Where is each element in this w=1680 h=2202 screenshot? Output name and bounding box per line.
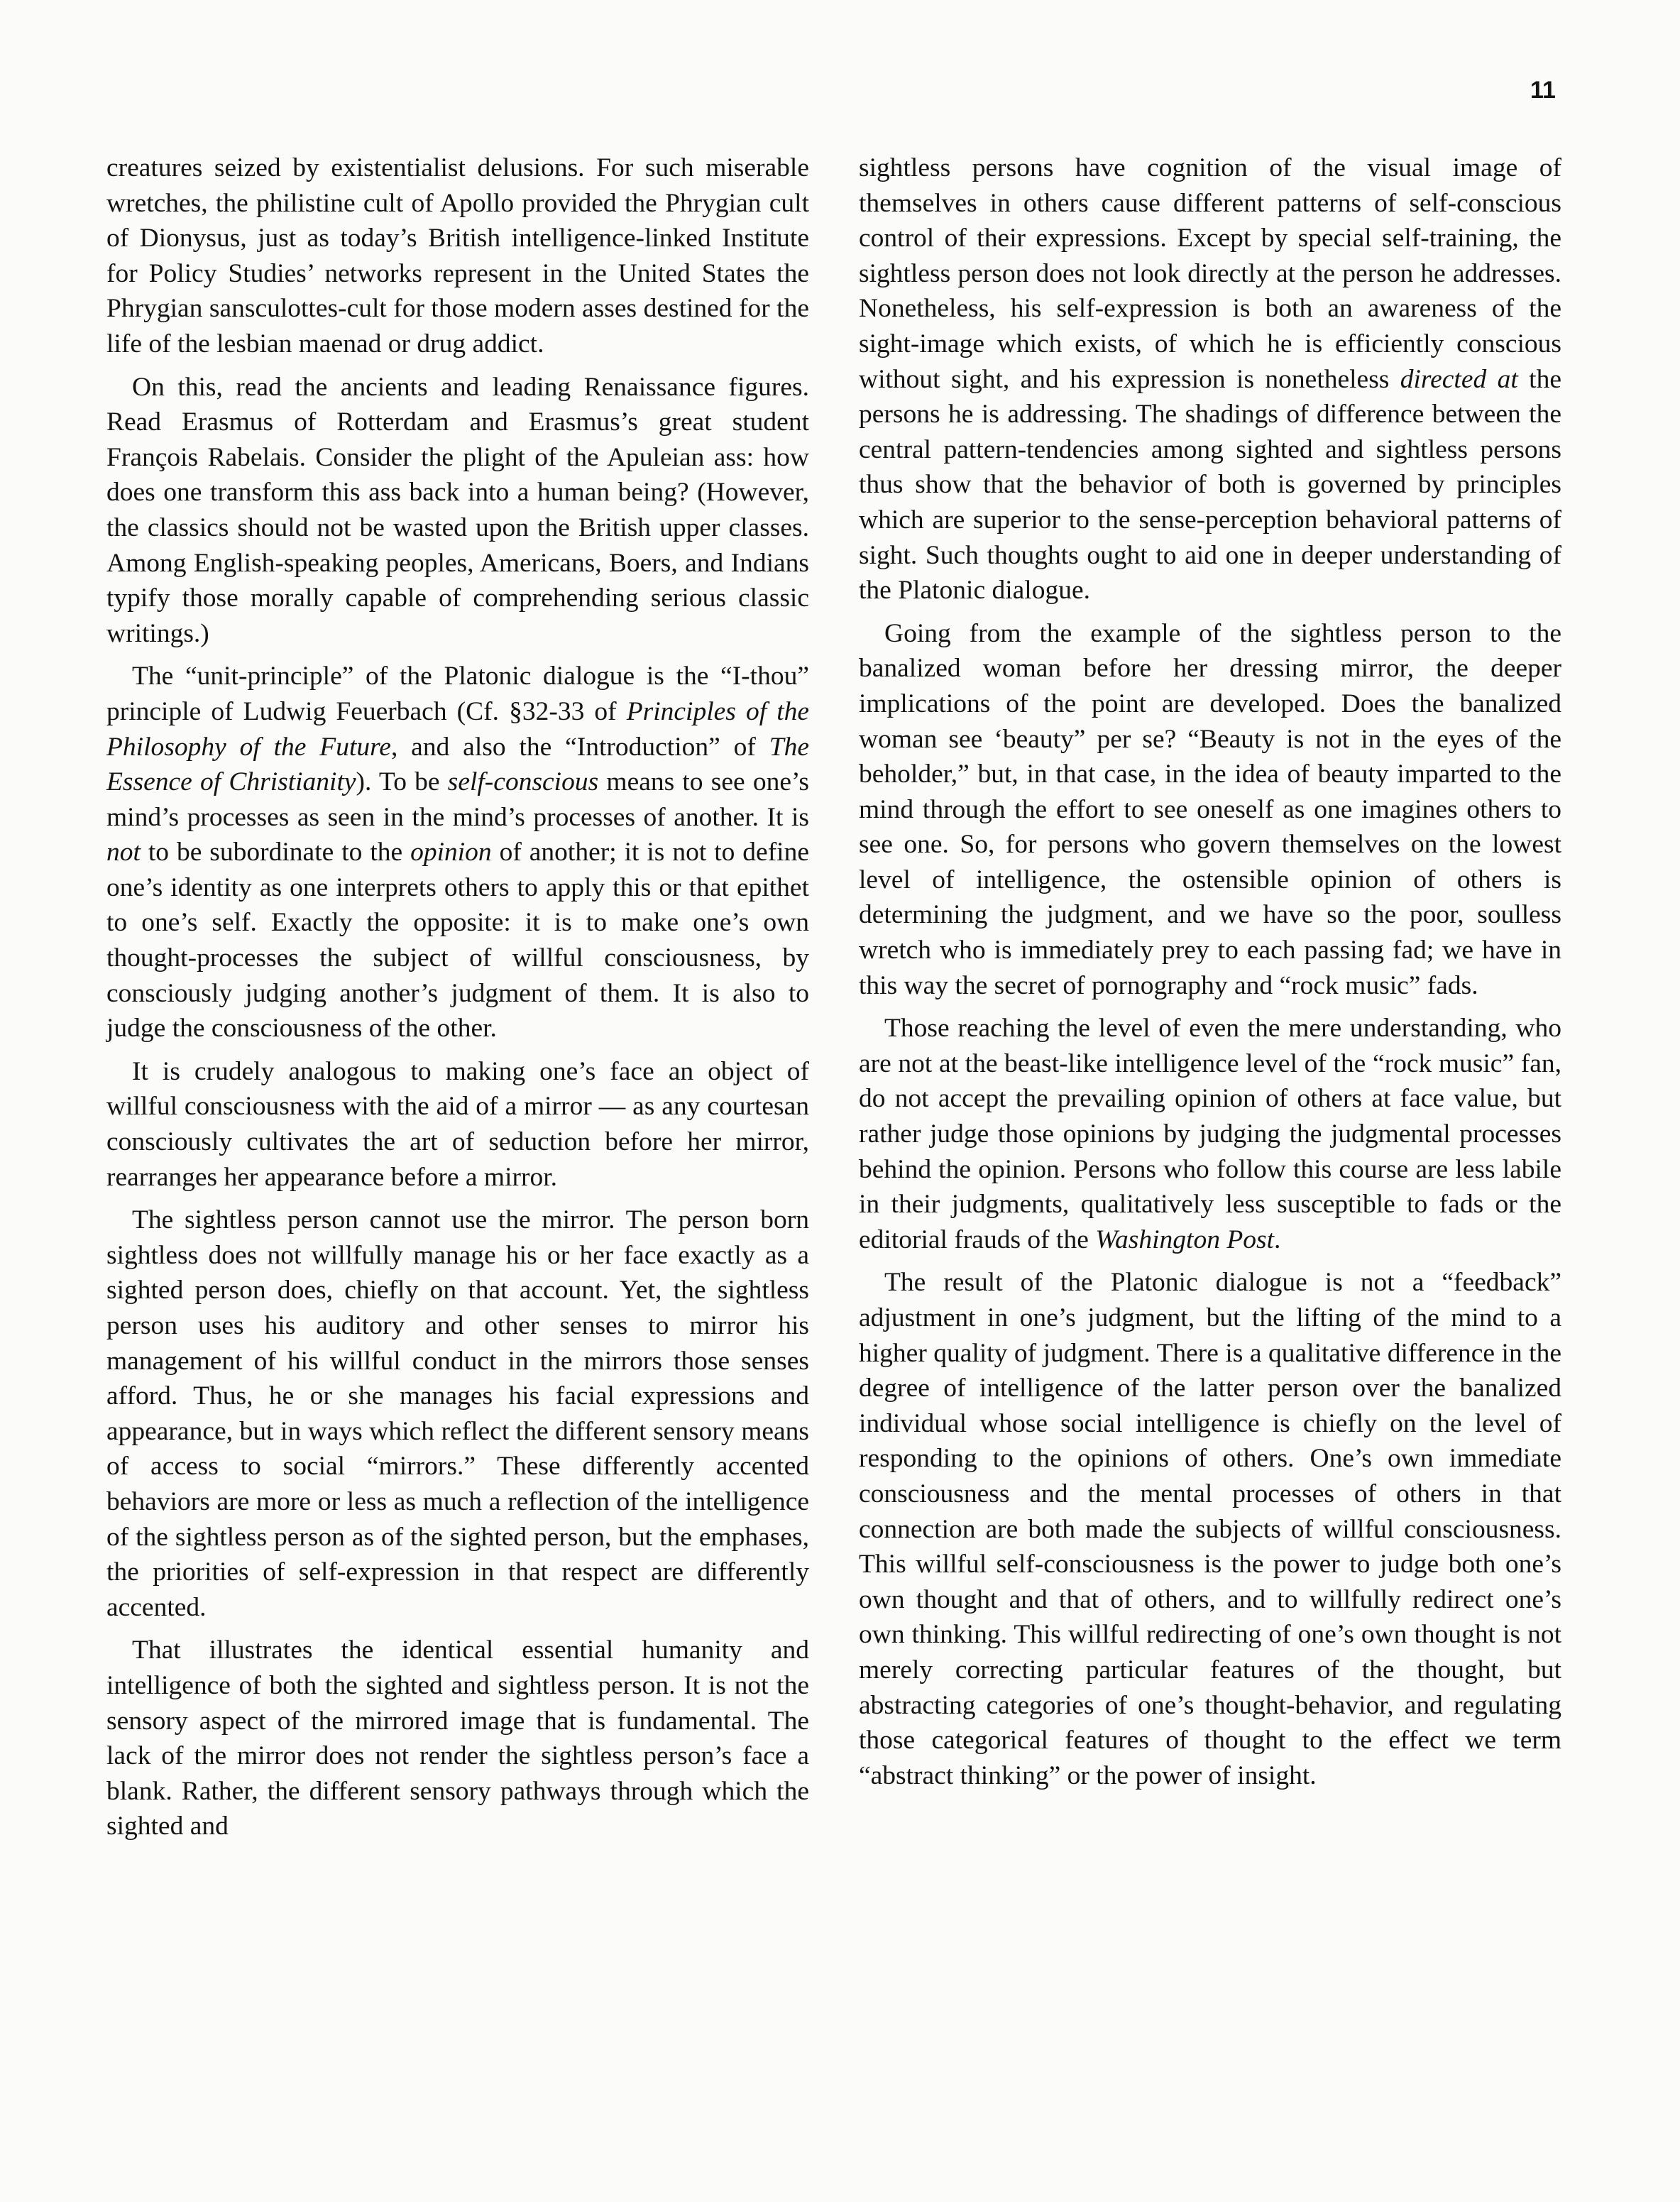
text-run: means to see one’s mind’s processes as seen in the mind’s processes of another. It is (106, 767, 809, 832)
italic-text: not (106, 838, 141, 867)
text-run: , and also the “Introduction” of (390, 732, 769, 762)
paragraph (859, 616, 1561, 1004)
page-number: 11 (1530, 77, 1556, 104)
italic-text: directed at (1400, 364, 1518, 394)
right-column (859, 150, 1561, 1801)
paragraph (106, 150, 809, 362)
italic-text: Washington Post (1095, 1225, 1274, 1254)
text-run: The sightless person cannot use the mirror. The person born sightless does not willfully manage his or her face exactly as a sighted person does, chiefly on that account. Yet, the sightless person uses his auditory and other senses to mirror his management of his willful conduct in the mirrors those senses afford. Thus, he or she manages his facial expressions and appearance, but in ways which reflect the different sensory means of access to social “mirrors.” These differently accented behaviors are more or less as much a reflection of the intelligence of the sightless person as of the sighted person, but the emphases, the priorities of self-expression in that respect are differently accented. (106, 1205, 809, 1622)
text-run: of another; it is not to define one’s identity as one interprets others to apply this or that epithet to one’s self. Exactly the opposite: it is to make one’s own thought-processes the subject of willful consciousness, by consciously judging another’s judgment of them. It is also to judge the consciousness of the other. (106, 838, 809, 1044)
text-run: sightless persons have cognition of the visual image of themselves in others cause different patterns of self-conscious control of their expressions. Except by special self-training, the sightless person does not look directly at the person he addresses. Nonetheless, his self-expression is both an awareness of the sight-image which exists, of which he is efficiently conscious without sight, and his expression is nonetheless (859, 153, 1561, 394)
paragraph (106, 659, 809, 1046)
text-run: to be subordinate to the (140, 838, 411, 867)
paragraph (859, 1011, 1561, 1257)
italic-text: Principles of the Philosophy of the Future (106, 696, 810, 762)
italic-text: self-conscious (447, 767, 599, 797)
paragraph (106, 1054, 809, 1195)
text-run: ). To be (356, 767, 448, 797)
text-run: . (1274, 1225, 1281, 1254)
paragraph (106, 1203, 809, 1625)
text-run: On this, read the ancients and leading Renaissance figures. Read Erasmus of Rotterdam and Erasmus’s great student François Rabelais. Consider the plight of the Apuleian ass: how does one transform this ass back into a human being? (However, the classics should not be wasted upon the British upper classes. Among English-speaking peoples, Americans, Boers, and Indians typify those morally capable of comprehending serious classic writings.) (106, 372, 809, 648)
italic-text: opinion (410, 838, 492, 867)
paragraph (859, 1265, 1561, 1793)
text-run: It is crudely analogous to making one’s face an object of willful consciousness with the aid of a mirror — as any courtesan consciously cultivates the art of seduction before her mirror, rearranges her appearance before a mirror. (106, 1056, 809, 1192)
paragraph (106, 1633, 809, 1844)
text-run: the persons he is addressing. The shadings of difference between the central pattern-tendencies among sighted and sightless persons thus show that the behavior of both is governed by principles which are superior to the sense-perception behavioral patterns of sight. Such thoughts ought to aid one in deeper understanding of the Platonic dialogue. (859, 364, 1561, 606)
left-column (106, 150, 809, 1852)
text-run: That illustrates the identical essential humanity and intelligence of both the sighted and sightless person. It is not the sensory aspect of the mirrored image that is fundamental. The lack of the mirror does not render the sightless person’s face a blank. Rather, the different sensory pathways through which the sighted and (106, 1636, 809, 1841)
text-run: The “unit-principle” of the Platonic dialogue is the “I-thou” principle of Ludwig Feuerbach (Cf. §32-33 of (106, 662, 809, 726)
paragraph (106, 370, 809, 652)
italic-text: The Essence of Christianity (106, 732, 809, 797)
text-run: The result of the Platonic dialogue is not a “feedback” adjustment in one’s judgment, but the lifting of the mind to a higher quality of judgment. There is a qualitative difference in the degree of intelligence of the latter person over the banalized individual whose social intelligence is chiefly on the level of responding to the opinions of others. One’s own immediate consciousness and the mental processes of others in that connection are both made the subjects of willful consciousness. This willful self-consciousness is the power to judge both one’s own thought and that of others, and to willfully redirect one’s own thinking. This willful redirecting of one’s own thought is not merely correcting particular features of the thought, but abstracting categories of one’s thought-behavior, and regulating those categorical features of thought to the effect we term “abstract thinking” or the power of insight. (859, 1268, 1561, 1790)
text-run: Going from the example of the sightless person to the banalized woman before her dressing mirror, the deeper implications of the point are developed. Does the banalized woman see ‘beauty” per se? “Beauty is not in the eyes of the beholder,” but, in that case, in the idea of beauty imparted to the mind through the effort to see oneself as one imagines others to see one. So, for persons who govern themselves on the lowest level of intelligence, the ostensible opinion of others is determining the judgment, and we have so the poor, soulless wretch who is immediately prey to each passing fad; we have in this way the secret of pornography and “rock music” fads. (859, 618, 1561, 1000)
text-run: Those reaching the level of even the mere understanding, who are not at the beast-like intelligence level of the “rock music” fan, do not accept the prevailing opinion of others at face value, but rather judge those opinions by judging the judgmental processes behind the opinion. Persons who follow this course are less labile in their judgments, qualitatively less susceptible to fads or the editorial frauds of the (859, 1014, 1561, 1254)
text-run: creatures seized by existentialist delusions. For such miserable wretches, the philistine cult of Apollo provided the Phrygian cult of Dionysus, just as today’s British intelligence-linked Institute for Policy Studies’ networks represent in the United States the Phrygian sansculottes-cult for those modern asses destined for the life of the lesbian maenad or drug addict. (106, 153, 809, 358)
paragraph (859, 150, 1561, 608)
